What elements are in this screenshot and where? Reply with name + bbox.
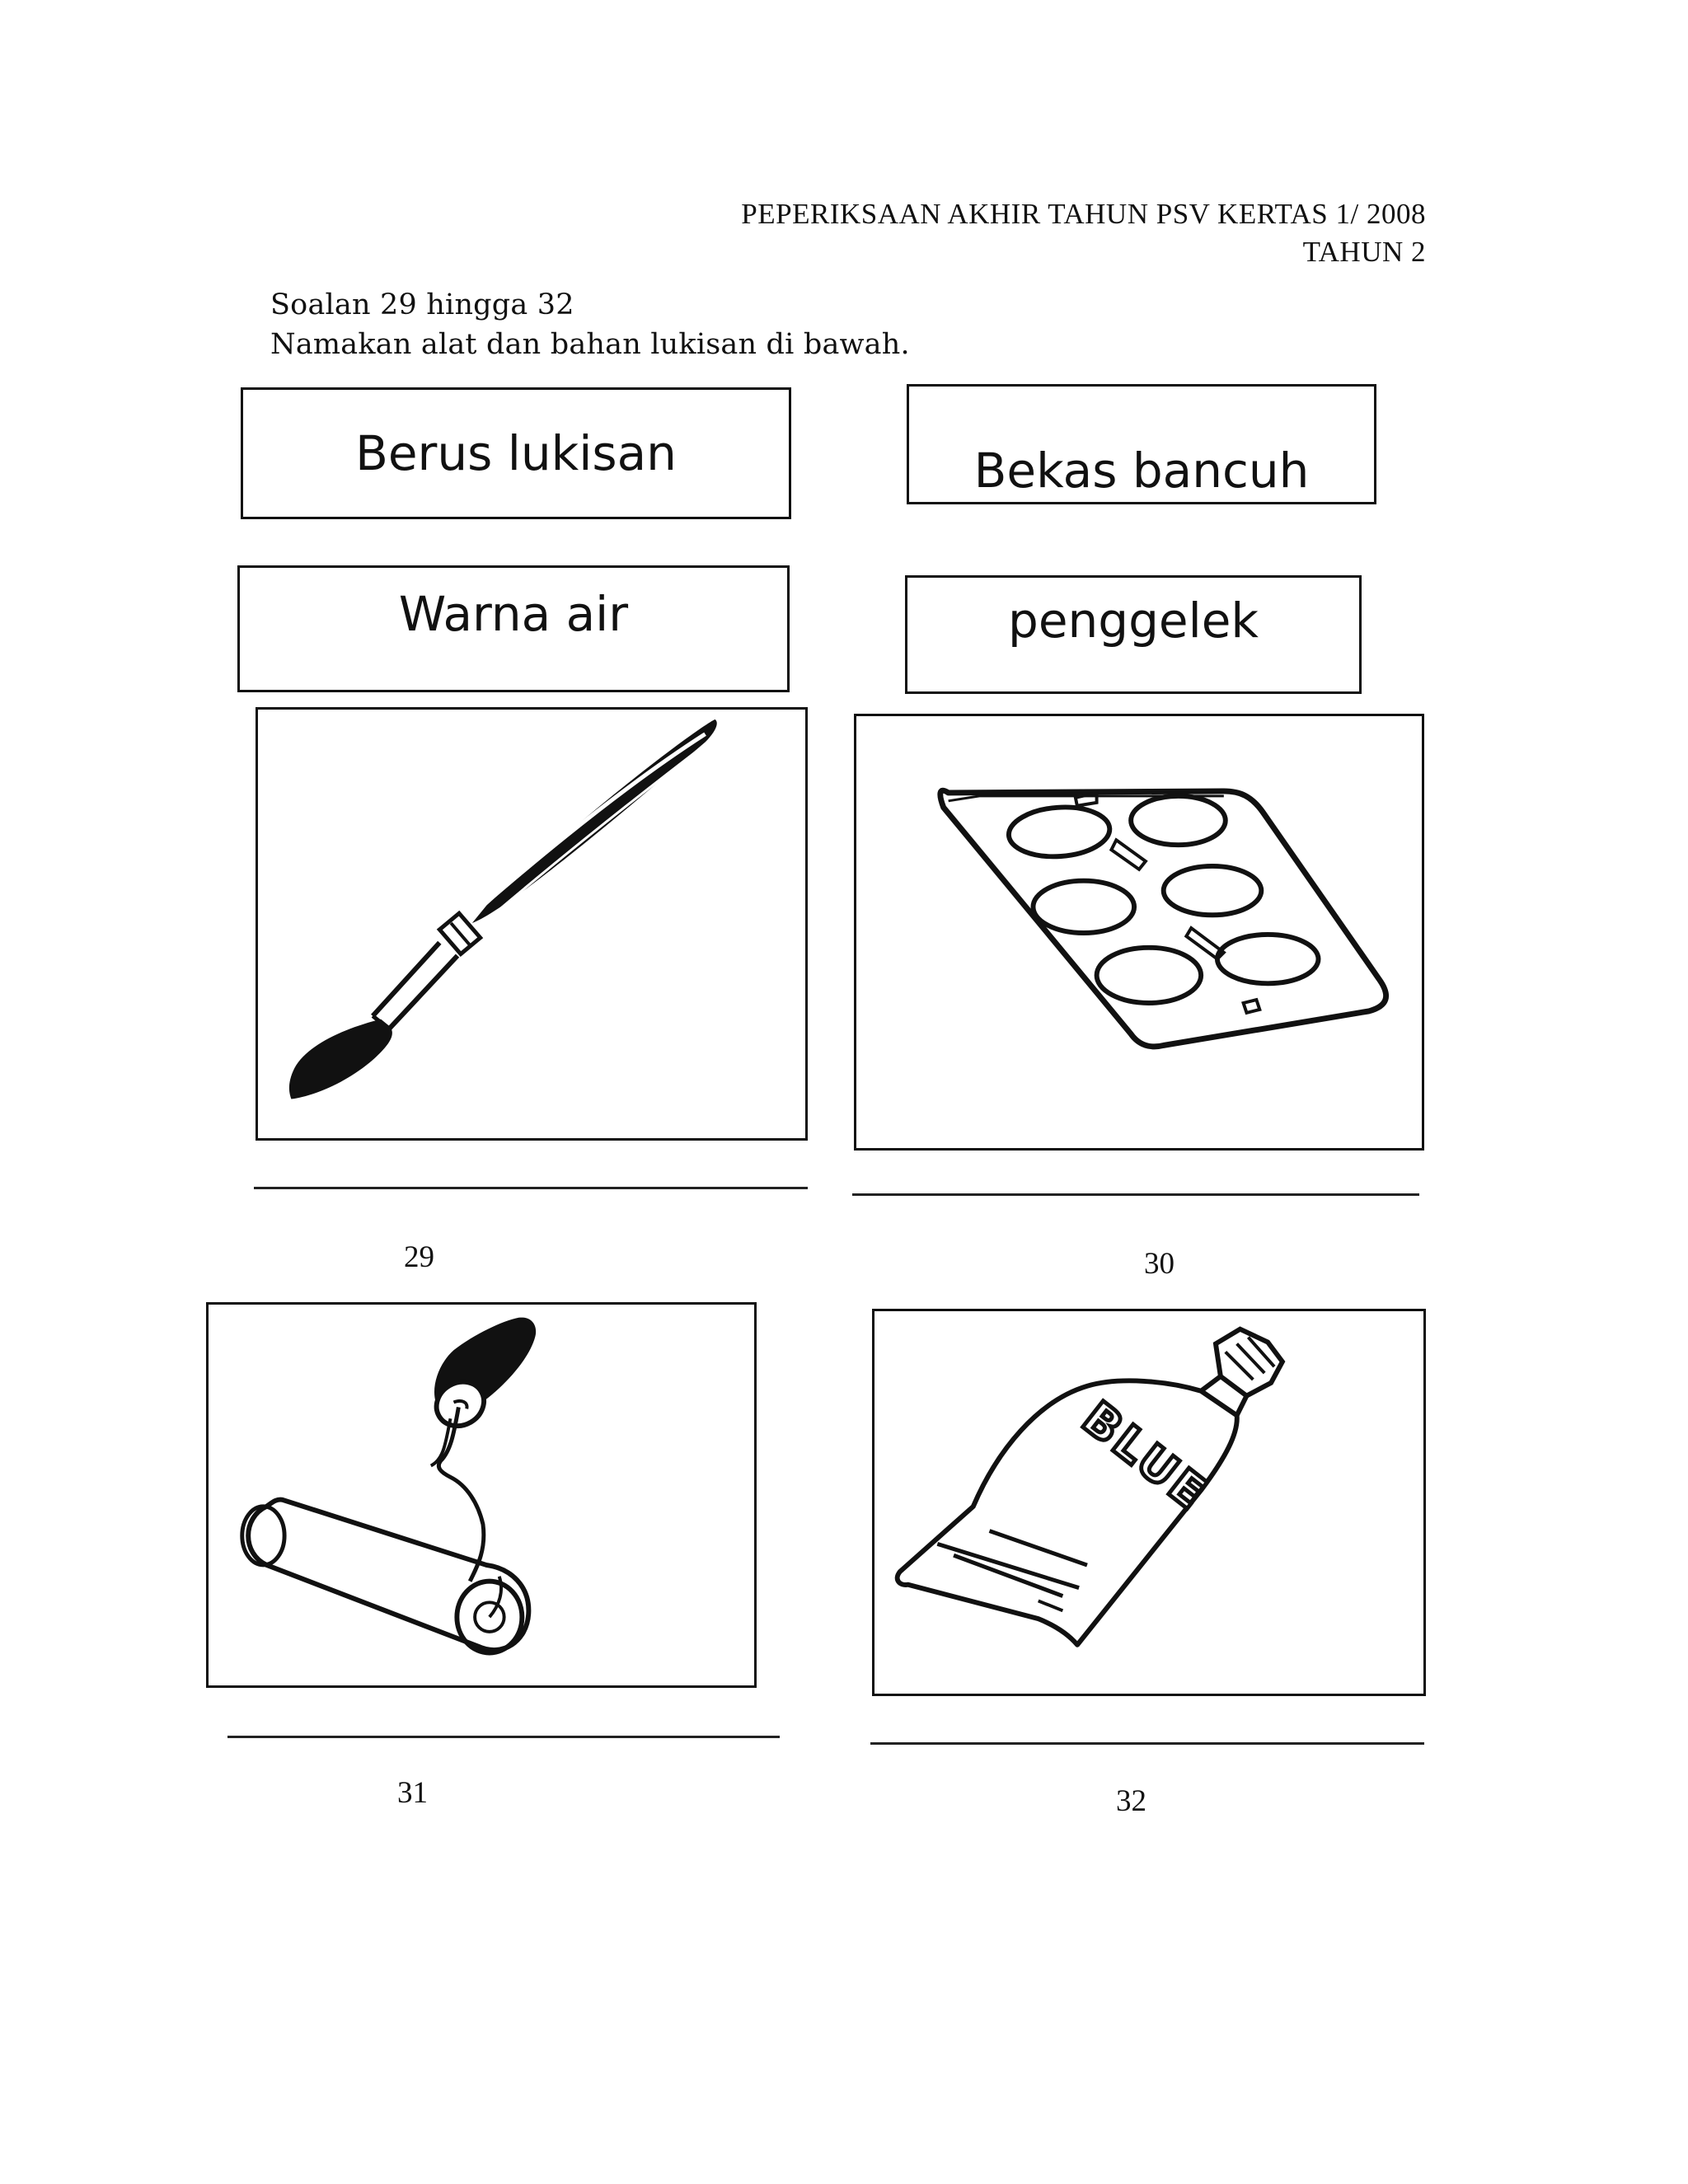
question-number-30: 30 (1144, 1247, 1175, 1281)
question-range: Soalan 29 hingga 32 (270, 288, 574, 321)
paint-tube-icon (874, 1311, 1423, 1694)
answer-line-29[interactable] (254, 1187, 808, 1189)
option-label: Berus lukisan (355, 425, 677, 481)
option-label: penggelek (1008, 593, 1259, 649)
option-box-penggelek (905, 575, 1362, 694)
question-number-32: 32 (1116, 1784, 1146, 1818)
question-number-29: 29 (404, 1240, 434, 1274)
paint-roller-icon (209, 1305, 754, 1685)
exam-title: PEPERIKSAAN AKHIR TAHUN PSV KERTAS 1/ 2008 (741, 198, 1426, 230)
option-label: Bekas bancuh (973, 443, 1310, 499)
option-box-bekas-bancuh (907, 384, 1376, 504)
tube-label: BLUE (1072, 1392, 1218, 1522)
answer-line-32[interactable] (870, 1742, 1424, 1745)
picture-box-29 (256, 707, 808, 1141)
exam-year: TAHUN 2 (1302, 236, 1426, 268)
question-number-31: 31 (397, 1776, 428, 1810)
picture-box-31 (206, 1302, 757, 1688)
option-label: Warna air (398, 586, 629, 642)
option-box-warna-air (237, 565, 790, 692)
palette-icon (856, 716, 1422, 1148)
answer-line-31[interactable] (227, 1736, 780, 1738)
paintbrush-icon (258, 710, 805, 1138)
answer-line-30[interactable] (852, 1193, 1419, 1196)
picture-box-32 (872, 1309, 1426, 1696)
instruction-text: Namakan alat dan bahan lukisan di bawah. (270, 328, 910, 361)
option-box-berus-lukisan (241, 387, 791, 519)
picture-box-30 (854, 714, 1424, 1151)
